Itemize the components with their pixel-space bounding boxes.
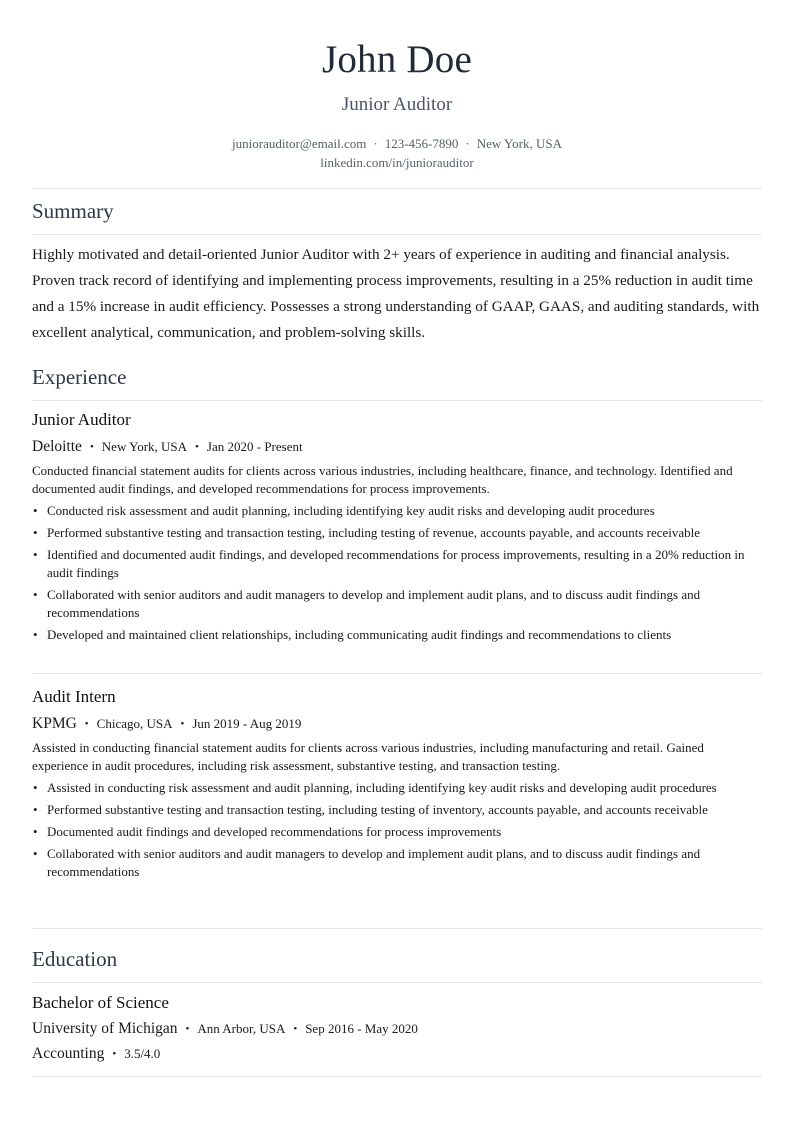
education-meta (32, 1021, 762, 1037)
job-bullet: • Identified and documented audit findings, and developed recommendations for process improvements, resulting in a 20% reduction in audit findings (33, 546, 745, 580)
education-divider-bottom (32, 1076, 762, 1077)
job-divider (32, 928, 762, 929)
field-of-study: Accounting (32, 1044, 105, 1062)
education-dates: Sep 2016 - May 2020 (305, 1021, 418, 1036)
job-meta (32, 439, 762, 455)
school-location: Ann Arbor, USA (197, 1021, 286, 1036)
job-bullet: • Performed substantive testing and transaction testing, including testing of inventory, accounts payable, and accounts receivable (33, 801, 708, 817)
job-title: Junior Auditor (32, 410, 131, 429)
summary-divider-top (32, 188, 762, 189)
meta-dot: • (84, 718, 89, 730)
job-bullets (32, 502, 762, 644)
education-heading: Education (32, 947, 118, 971)
contact-location: New York, USA (476, 136, 562, 151)
job-dates: Jan 2020 - Present (206, 439, 303, 454)
resume-header (32, 0, 762, 172)
education-divider (32, 982, 762, 983)
summary-divider (32, 234, 762, 235)
experience-divider (32, 400, 762, 401)
job-location: New York, USA (101, 439, 188, 454)
summary-heading: Summary (32, 199, 114, 223)
education-field-line (32, 1046, 762, 1062)
contact-linkedin: linkedin.com/in/juniorauditor (320, 155, 474, 170)
job-meta (32, 716, 762, 732)
contact-email: juniorauditor@email.com (232, 136, 367, 151)
meta-dot: • (112, 1047, 117, 1060)
contact-phone: 123-456-7890 (384, 136, 459, 151)
job-company: Deloitte (32, 438, 82, 455)
job-bullet: • Assisted in conducting risk assessment and audit planning, including identifying key audit risks and developing audit procedures (33, 779, 717, 795)
contact-line (32, 134, 762, 153)
summary-text: Highly motivated and detail-oriented Junior Auditor with 2+ years of experience in auditing and financial analysis. Proven track record of identifying and implementing process improvements, resulting in a 25% reduction in audit time and a 15% increase in audit efficiency. Possesses a strong understanding of GAAP, GAAS, and auditing standards, with excellent analytical, communication, and problem-solving skills. (32, 246, 760, 341)
contact-separator: · (465, 136, 470, 151)
job-bullet: • Performed substantive testing and transaction testing, including testing of revenue, accounts payable, and accounts receivable (33, 524, 701, 540)
job-bullet: • Collaborated with senior auditors and audit managers to develop and implement audit plans, and to discuss audit findings and recommendations (33, 586, 701, 620)
meta-dot: • (180, 718, 185, 730)
candidate-title: Junior Auditor (341, 94, 453, 115)
job-company: KPMG (32, 715, 77, 732)
education-entry (32, 994, 762, 1061)
school-name: University of Michigan (32, 1020, 178, 1037)
degree-title: Bachelor of Science (32, 993, 169, 1012)
meta-dot: • (195, 441, 199, 453)
job-description: Conducted financial statement audits for clients across various industries, including healthcare, finance, and technology. Identified and documented audit findings, and developed recommendations for process improvements. (32, 462, 733, 496)
gpa: 3.5/4.0 (124, 1045, 161, 1061)
contact-separator: · (373, 136, 378, 151)
job-dates: Jun 2019 - Aug 2019 (192, 716, 302, 731)
job-entry (32, 688, 762, 885)
job-bullet: • Collaborated with senior auditors and audit managers to develop and implement audit plans, and to discuss audit findings and recommendations (33, 845, 701, 879)
meta-dot: • (89, 441, 94, 453)
job-title: Audit Intern (32, 687, 116, 706)
meta-dot: • (185, 1023, 190, 1035)
job-bullet: • Developed and maintained client relationships, including communicating audit findings and recommendations to clients (33, 626, 672, 642)
job-description: Assisted in conducting financial statement audits for clients across various industries, including manufacturing and retail. Gained experience in audit procedures, including risk assessment, substantive testing, and transaction testing. (32, 739, 704, 773)
job-entry (32, 411, 762, 648)
job-bullet: • Documented audit findings and developed recommendations for process improvements (33, 823, 502, 839)
job-bullets (32, 779, 762, 881)
job-location: Chicago, USA (96, 716, 173, 731)
meta-dot: • (293, 1023, 298, 1035)
job-bullet: • Conducted risk assessment and audit planning, including identifying key audit risks and developing audit procedures (33, 502, 655, 518)
candidate-name: John Doe (321, 38, 472, 81)
job-divider (32, 673, 762, 674)
experience-heading: Experience (32, 365, 127, 389)
